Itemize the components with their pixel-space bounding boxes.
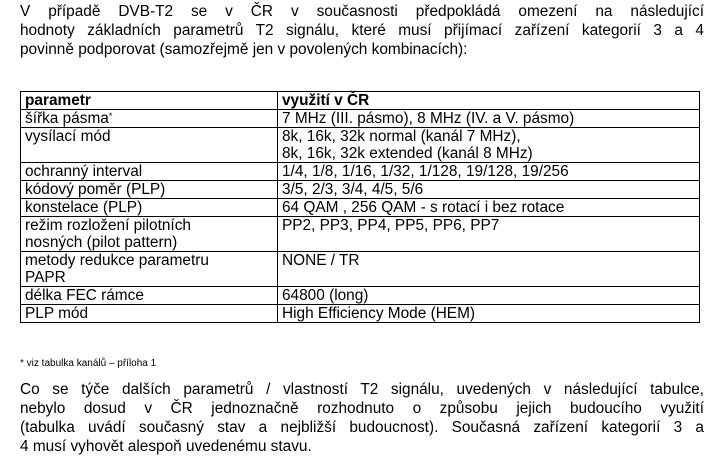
usage-text: 3/5, 2/3, 3/4, 4/5, 5/6	[282, 181, 424, 198]
table-row	[21, 163, 700, 181]
parameter-cell	[21, 252, 278, 287]
header-parameter: parametr	[21, 92, 278, 110]
usage-text: NONE / TR	[282, 252, 360, 269]
intro-line: povinně podporovat (samozřejmě jen v povolených kombinacích):	[20, 41, 468, 58]
outro-line: 4 musí vyhovět alespoň uvedenému stavu.	[20, 438, 312, 455]
header-usage: využití v ČR	[278, 92, 700, 110]
table-row	[21, 287, 700, 305]
parameter-text: délka FEC rámce	[25, 287, 144, 304]
usage-cell	[278, 110, 700, 128]
parameter-text: nosných (pilot pattern)	[25, 234, 178, 251]
parameter-text: ochranný interval	[25, 163, 143, 180]
usage-cell	[278, 305, 700, 323]
parameter-cell	[21, 287, 278, 305]
usage-text: 8k, 16k, 32k normal (kanál 7 MHz),	[282, 128, 521, 145]
parameter-text: vysílací mód	[25, 128, 111, 145]
parameter-cell	[21, 128, 278, 163]
parameter-text: kódový poměr (PLP)	[25, 181, 166, 198]
parameter-text: PLP mód	[25, 305, 89, 322]
dvb-t2-parameters-table	[20, 91, 700, 323]
usage-text: PP2, PP3, PP4, PP5, PP6, PP7	[282, 217, 500, 234]
table-header-row	[21, 92, 700, 110]
footnote: * viz tabulka kanálů – příloha 1	[20, 358, 157, 369]
intro-line: V případě DVB-T2 se v ČR v současnosti předpokládá omezení na následující	[20, 3, 704, 20]
usage-text: 8k, 16k, 32k extended (kanál 8 MHz)	[282, 145, 533, 162]
usage-cell	[278, 287, 700, 305]
table-row	[21, 252, 700, 287]
parameter-text: konstelace (PLP)	[25, 199, 143, 216]
usage-text: 7 MHz (III. pásmo), 8 MHz (IV. a V. pásmo)	[282, 110, 575, 127]
table-row	[21, 199, 700, 217]
parameter-text: PAPR	[25, 269, 66, 286]
intro-line: hodnoty základních parametrů T2 signálu, které musí přijímací zařízení kategorií 3 a 4	[20, 22, 704, 39]
usage-cell	[278, 181, 700, 199]
usage-cell	[278, 163, 700, 181]
parameter-cell	[21, 110, 278, 128]
parameter-cell	[21, 181, 278, 199]
parameter-text: režim rozložení pilotních	[25, 217, 191, 234]
parameter-text: šířka pásma*	[25, 110, 113, 127]
table-row	[21, 128, 700, 163]
usage-text: 64 QAM , 256 QAM - s rotací i bez rotace	[282, 199, 565, 216]
table-row	[21, 110, 700, 128]
usage-text: 64800 (long)	[282, 287, 369, 304]
usage-cell	[278, 128, 700, 163]
usage-text: High Efficiency Mode (HEM)	[282, 305, 476, 322]
outro-line: nebylo dosud v ČR jednoznačně rozhodnuto o způsobu jejich budoucího využití	[20, 400, 704, 417]
outro-line: Co se týče dalších parametrů / vlastností T2 signálu, uvedených v následující tabulce,	[20, 381, 704, 398]
table-row	[21, 217, 700, 252]
outro-line: (tabulka uvádí současný stav a nejbližší budoucnost). Současná zařízení kategorií 3 a	[20, 419, 704, 436]
usage-cell	[278, 252, 700, 287]
usage-cell	[278, 199, 700, 217]
footnote-marker: *	[108, 111, 113, 121]
usage-cell	[278, 217, 700, 252]
intro-paragraph	[20, 2, 704, 59]
closing-paragraph	[20, 380, 704, 456]
usage-text: 1/4, 1/8, 1/16, 1/32, 1/128, 19/128, 19/256	[282, 163, 569, 180]
parameter-cell	[21, 199, 278, 217]
table-row	[21, 305, 700, 323]
parameter-cell	[21, 217, 278, 252]
table-row	[21, 181, 700, 199]
parameter-cell	[21, 305, 278, 323]
parameter-cell	[21, 163, 278, 181]
parameter-text: metody redukce parametru	[25, 252, 209, 269]
